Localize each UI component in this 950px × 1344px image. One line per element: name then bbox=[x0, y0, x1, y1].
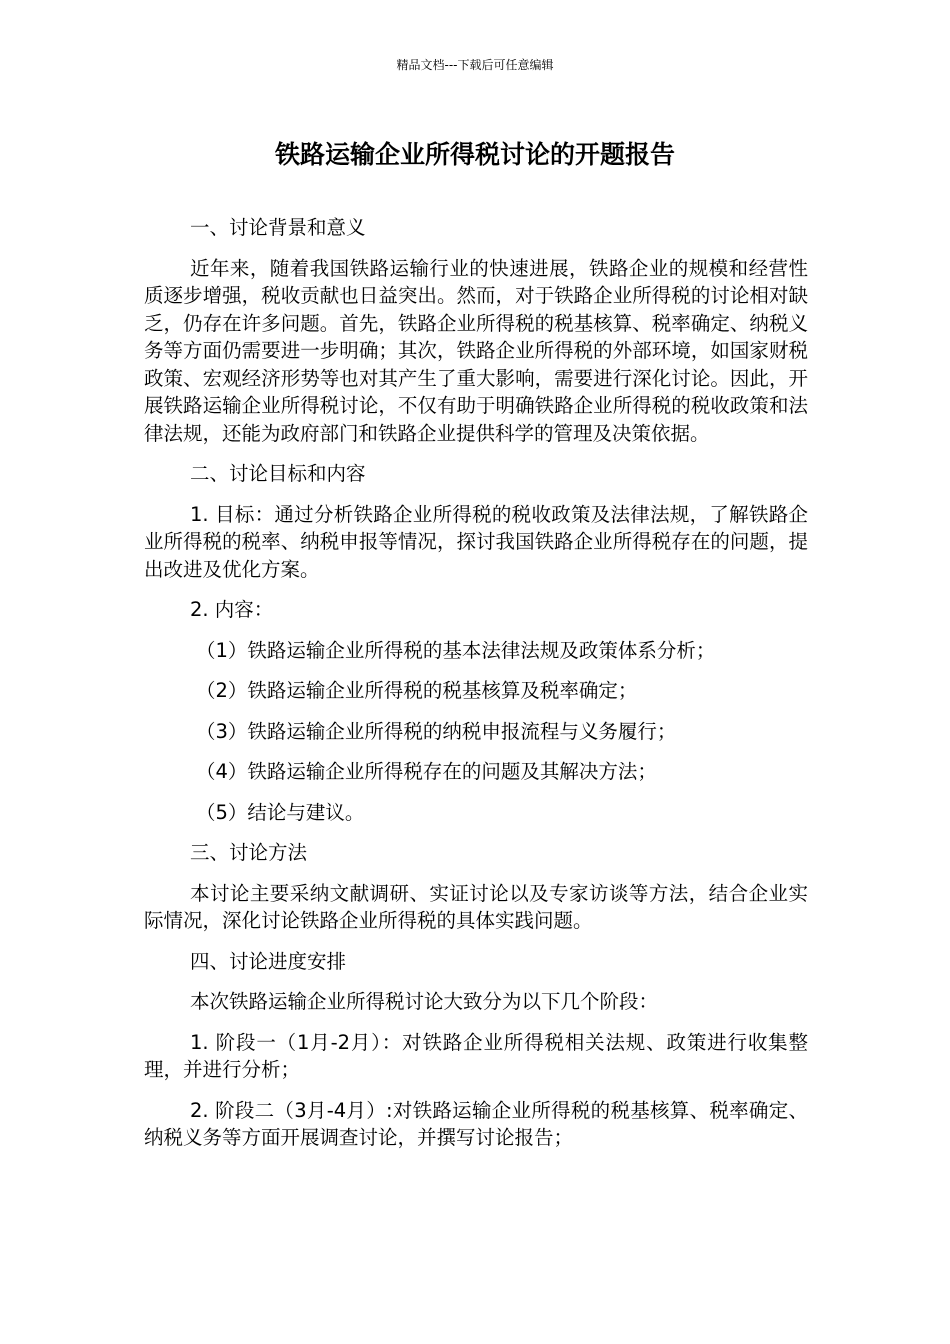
paragraph-goal: 1. 目标：通过分析铁路企业所得税的税收政策及法律法规，了解铁路企业所得税的税率、纳税申报等情况，探讨我国铁路企业所得税存在的问题，提出改进及优化方案。 bbox=[144, 502, 808, 581]
list-item-content-3: （3）铁路运输企业所得税的纳税申报流程与义务履行； bbox=[196, 719, 677, 743]
paragraph-stage-1: 1. 阶段一（1月-2月）：对铁路企业所得税相关法规、政策进行收集整理，并进行分析； bbox=[144, 1030, 808, 1081]
list-item-content-4: （4）铁路运输企业所得税存在的问题及其解决方法； bbox=[196, 760, 657, 783]
list-item-content-5: （5）结论与建议。 bbox=[196, 800, 365, 824]
list-item-content-2: （2）铁路运输企业所得税的税基核算及税率确定； bbox=[196, 679, 638, 702]
section-heading-goals: 二、讨论目标和内容 bbox=[190, 462, 366, 485]
section-heading-methods: 三、讨论方法 bbox=[190, 841, 308, 864]
document-title: 铁路运输企业所得税讨论的开题报告 bbox=[274, 140, 675, 169]
section-heading-schedule: 四、讨论进度安排 bbox=[190, 949, 347, 973]
paragraph-stage-2: 2. 阶段二（3月-4月）:对铁路运输企业所得税的税基核算、税率确定、纳税义务等方面开展调查讨论，并撰写讨论报告； bbox=[144, 1098, 808, 1149]
paragraph-background: 近年来，随着我国铁路运输行业的快速进展，铁路企业的规模和经营性质逐步增强，税收贡献也日益突出。然而，对于铁路企业所得税的讨论相对缺乏，仍存在许多问题。首先，铁路企业所得税的税基核算、税率确定、纳税义务等方面仍需要进一步明确；其次，铁路企业所得税的外部环境，如国家财税政策、宏观经济形势等也对其产生了重大影响，需要进行深化讨论。因此，开展铁路运输企业所得税讨论，不仅有助于明确铁路企业所得税的税收政策和法律法规，还能为政府部门和铁路企业提供科学的管理及决策依据。 bbox=[144, 256, 808, 445]
paragraph-methods: 本讨论主要采纳文献调研、实证讨论以及专家访谈等方法，结合企业实际情况，深化讨论铁路企业所得税的具体实践问题。 bbox=[144, 881, 808, 932]
section-heading-background: 一、讨论背景和意义 bbox=[190, 216, 366, 239]
document-body bbox=[144, 214, 808, 1165]
list-item-content-1: （1）铁路运输企业所得税的基本法律法规及政策体系分析； bbox=[196, 638, 716, 662]
paragraph-content-label: 2. 内容： bbox=[190, 598, 274, 621]
paragraph-schedule-intro: 本次铁路运输企业所得税讨论大致分为以下几个阶段： bbox=[190, 990, 659, 1013]
header-note: 精品文档---下载后可任意编辑 bbox=[396, 58, 554, 72]
